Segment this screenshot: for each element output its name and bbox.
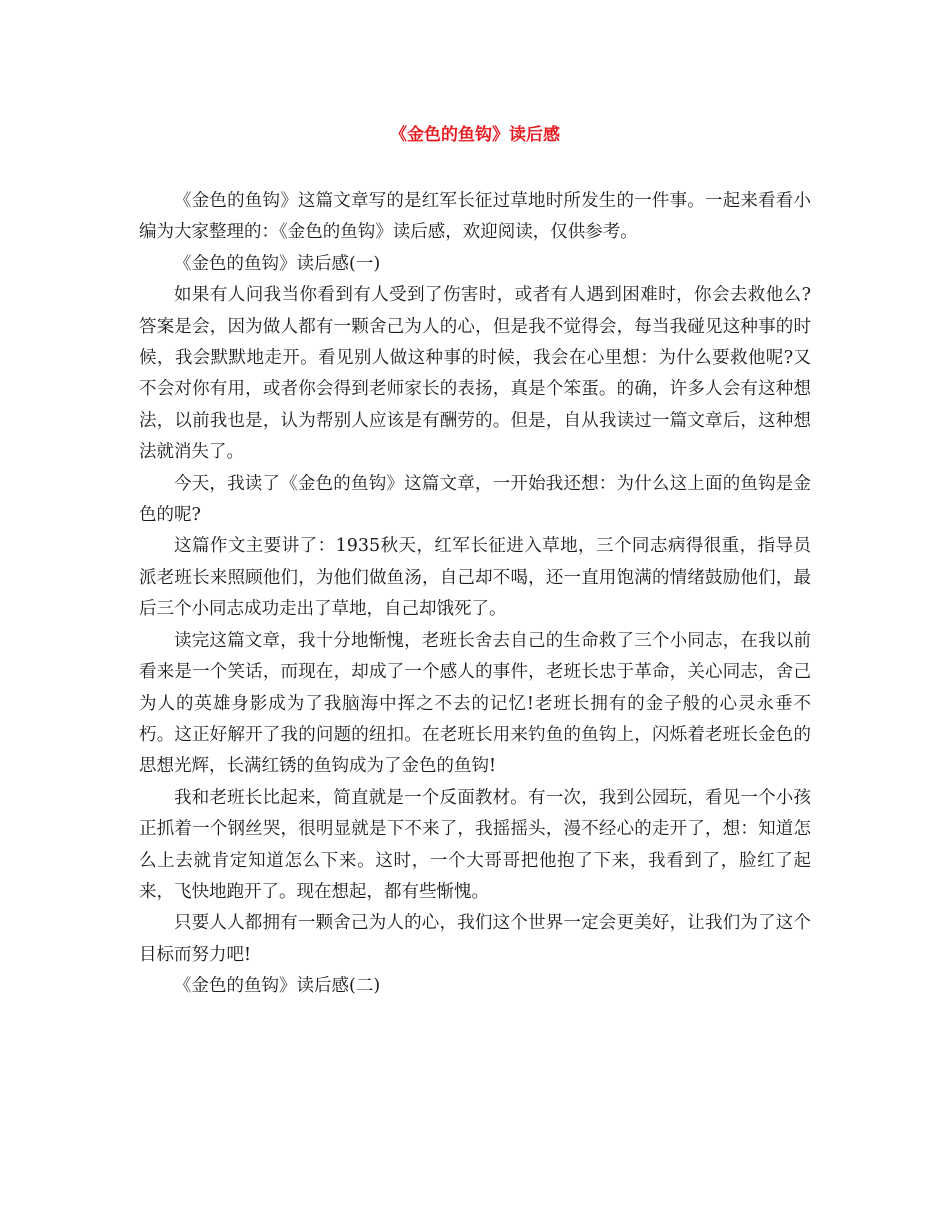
paragraph: 读完这篇文章，我十分地惭愧，老班长舍去自己的生命救了三个小同志，在我以前看来是一个笑话，而现在，却成了一个感人的事件，老班长忠于革命，关心同志，舍己为人的英雄身影成为了我脑海中挥之不去的记忆!老班长拥有的金子般的心灵永垂不朽。这正好解开了我的问题的纽扣。在老班长用来钓鱼的鱼钩上，闪烁着老班长金色的思想光辉，长满红锈的鱼钩成为了金色的鱼钩! <box>139 630 811 777</box>
paragraph: 这篇作文主要讲了：1935秋天，红军长征进入草地，三个同志病得很重，指导员派老班长来照顾他们，为他们做鱼汤，自己却不喝，还一直用饱满的情绪鼓励他们，最后三个小同志成功走出了草地，自己却饿死了。 <box>139 536 811 620</box>
document-title: 《金色的鱼钩》读后感 <box>390 125 560 145</box>
paragraph-intro: 《金色的鱼钩》这篇文章写的是红军长征过草地时所发生的一件事。一起来看看小编为大家整理的：《金色的鱼钩》读后感，欢迎阅读，仅供参考。 <box>139 191 811 243</box>
section-heading-one: 《金色的鱼钩》读后感(一) <box>174 253 381 274</box>
paragraph: 只要人人都拥有一颗舍己为人的心，我们这个世界一定会更美好，让我们为了这个目标而努力吧! <box>139 913 811 965</box>
section-heading-two: 《金色的鱼钩》读后感(二) <box>174 976 381 997</box>
paragraph: 我和老班长比起来，简直就是一个反面教材。有一次，我到公园玩，看见一个小孩正抓着一个钢丝哭，很明显就是下不来了，我摇摇头，漫不经心的走开了，想：知道怎么上去就肯定知道怎么下来。这时，一个大哥哥把他抱了下来，我看到了，脸红了起来，飞快地跑开了。现在想起，都有些惭愧。 <box>139 787 811 902</box>
document-body <box>139 186 811 1003</box>
paragraph: 如果有人问我当你看到有人受到了伤害时，或者有人遇到困难时，你会去救他么?答案是会，因为做人都有一颗舍己为人的心，但是我不觉得会，每当我碰见这种事的时候，我会默默地走开。看见别人做这种事的时候，我会在心里想：为什么要救他呢?又不会对你有用，或者你会得到老师家长的表扬，真是个笨蛋。的确，许多人会有这种想法，以前我也是，认为帮别人应该是有酬劳的。但是，自从我读过一篇文章后，这种想法就消失了。 <box>139 285 811 463</box>
paragraph: 今天，我读了《金色的鱼钩》这篇文章，一开始我还想：为什么这上面的鱼钩是金色的呢? <box>139 473 811 526</box>
